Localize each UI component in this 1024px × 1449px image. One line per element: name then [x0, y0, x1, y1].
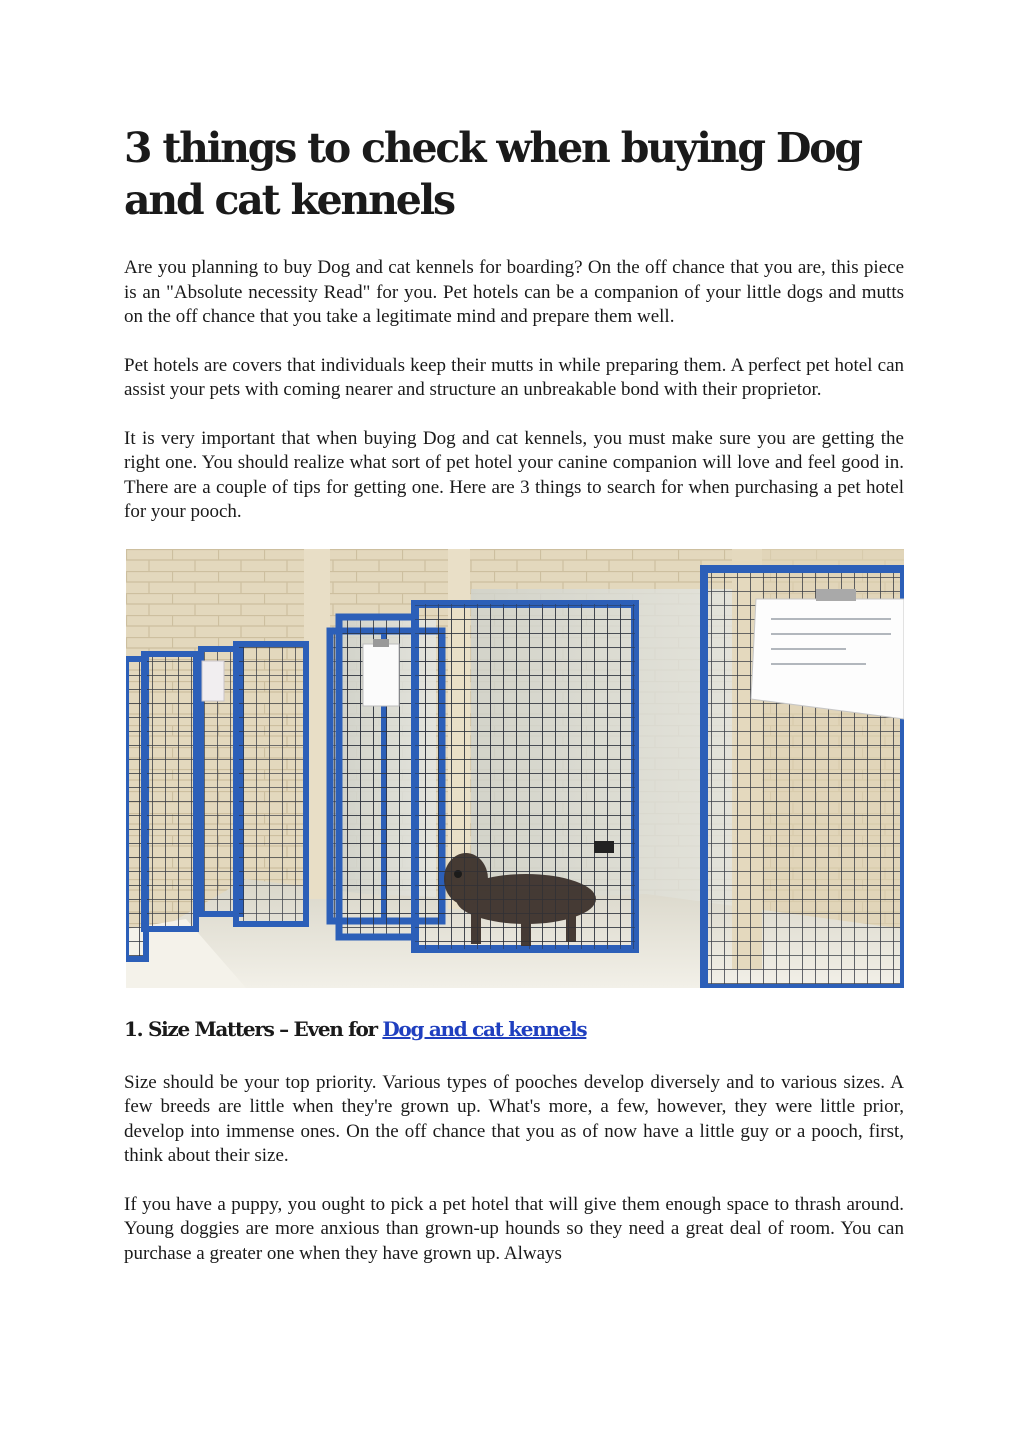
section-1-heading-prefix: 1. Size Matters – Even for: [124, 1016, 383, 1041]
article: [124, 122, 904, 1266]
size-paragraph: Size should be your top priority. Various types of pooches develop diversely and to various sizes. A few breeds are little when they're grown up. What's more, a few, however, they were little prior, develop into immense ones. On the off chance that you as of now have a little guy or a pooch, first, think about their size.: [124, 1071, 904, 1166]
buying-tips-paragraph: It is very important that when buying Dog and cat kennels, you must make sure you are getting the right one. You should realize what sort of pet hotel your canine companion will love and feel good in. There are a couple of tips for getting one. Here are 3 things to search for when purchasing a pet hotel for your pooch.: [124, 427, 904, 522]
intro-paragraph: Are you planning to buy Dog and cat kennels for boarding? On the off chance that you are, this piece is an "Absolute necessity Read" for you. Pet hotels can be a companion of your little dogs and mutts on the off chance that you take a legitimate mind and prepare them well.: [124, 257, 904, 327]
article-title: 3 things to check when buying Dog and cat kennels: [124, 124, 861, 224]
pet-hotel-paragraph: Pet hotels are covers that individuals keep their mutts in while preparing them. A perfect pet hotel can assist your pets with coming nearer and structure an unbreakable bond with their proprietor.: [124, 354, 904, 400]
kennel-photo: [126, 549, 904, 988]
clipboard: [751, 589, 904, 719]
section-1-heading: [124, 1014, 904, 1044]
puppy-paragraph: If you have a puppy, you ought to pick a pet hotel that will give them enough space to thrash around. Young doggies are more anxious than grown-up hounds so they need a great deal of room. You can purchase a greater one when they have grown up. Always: [124, 1193, 904, 1264]
dog-and-cat-kennels-link[interactable]: Dog and cat kennels: [382, 1016, 587, 1041]
